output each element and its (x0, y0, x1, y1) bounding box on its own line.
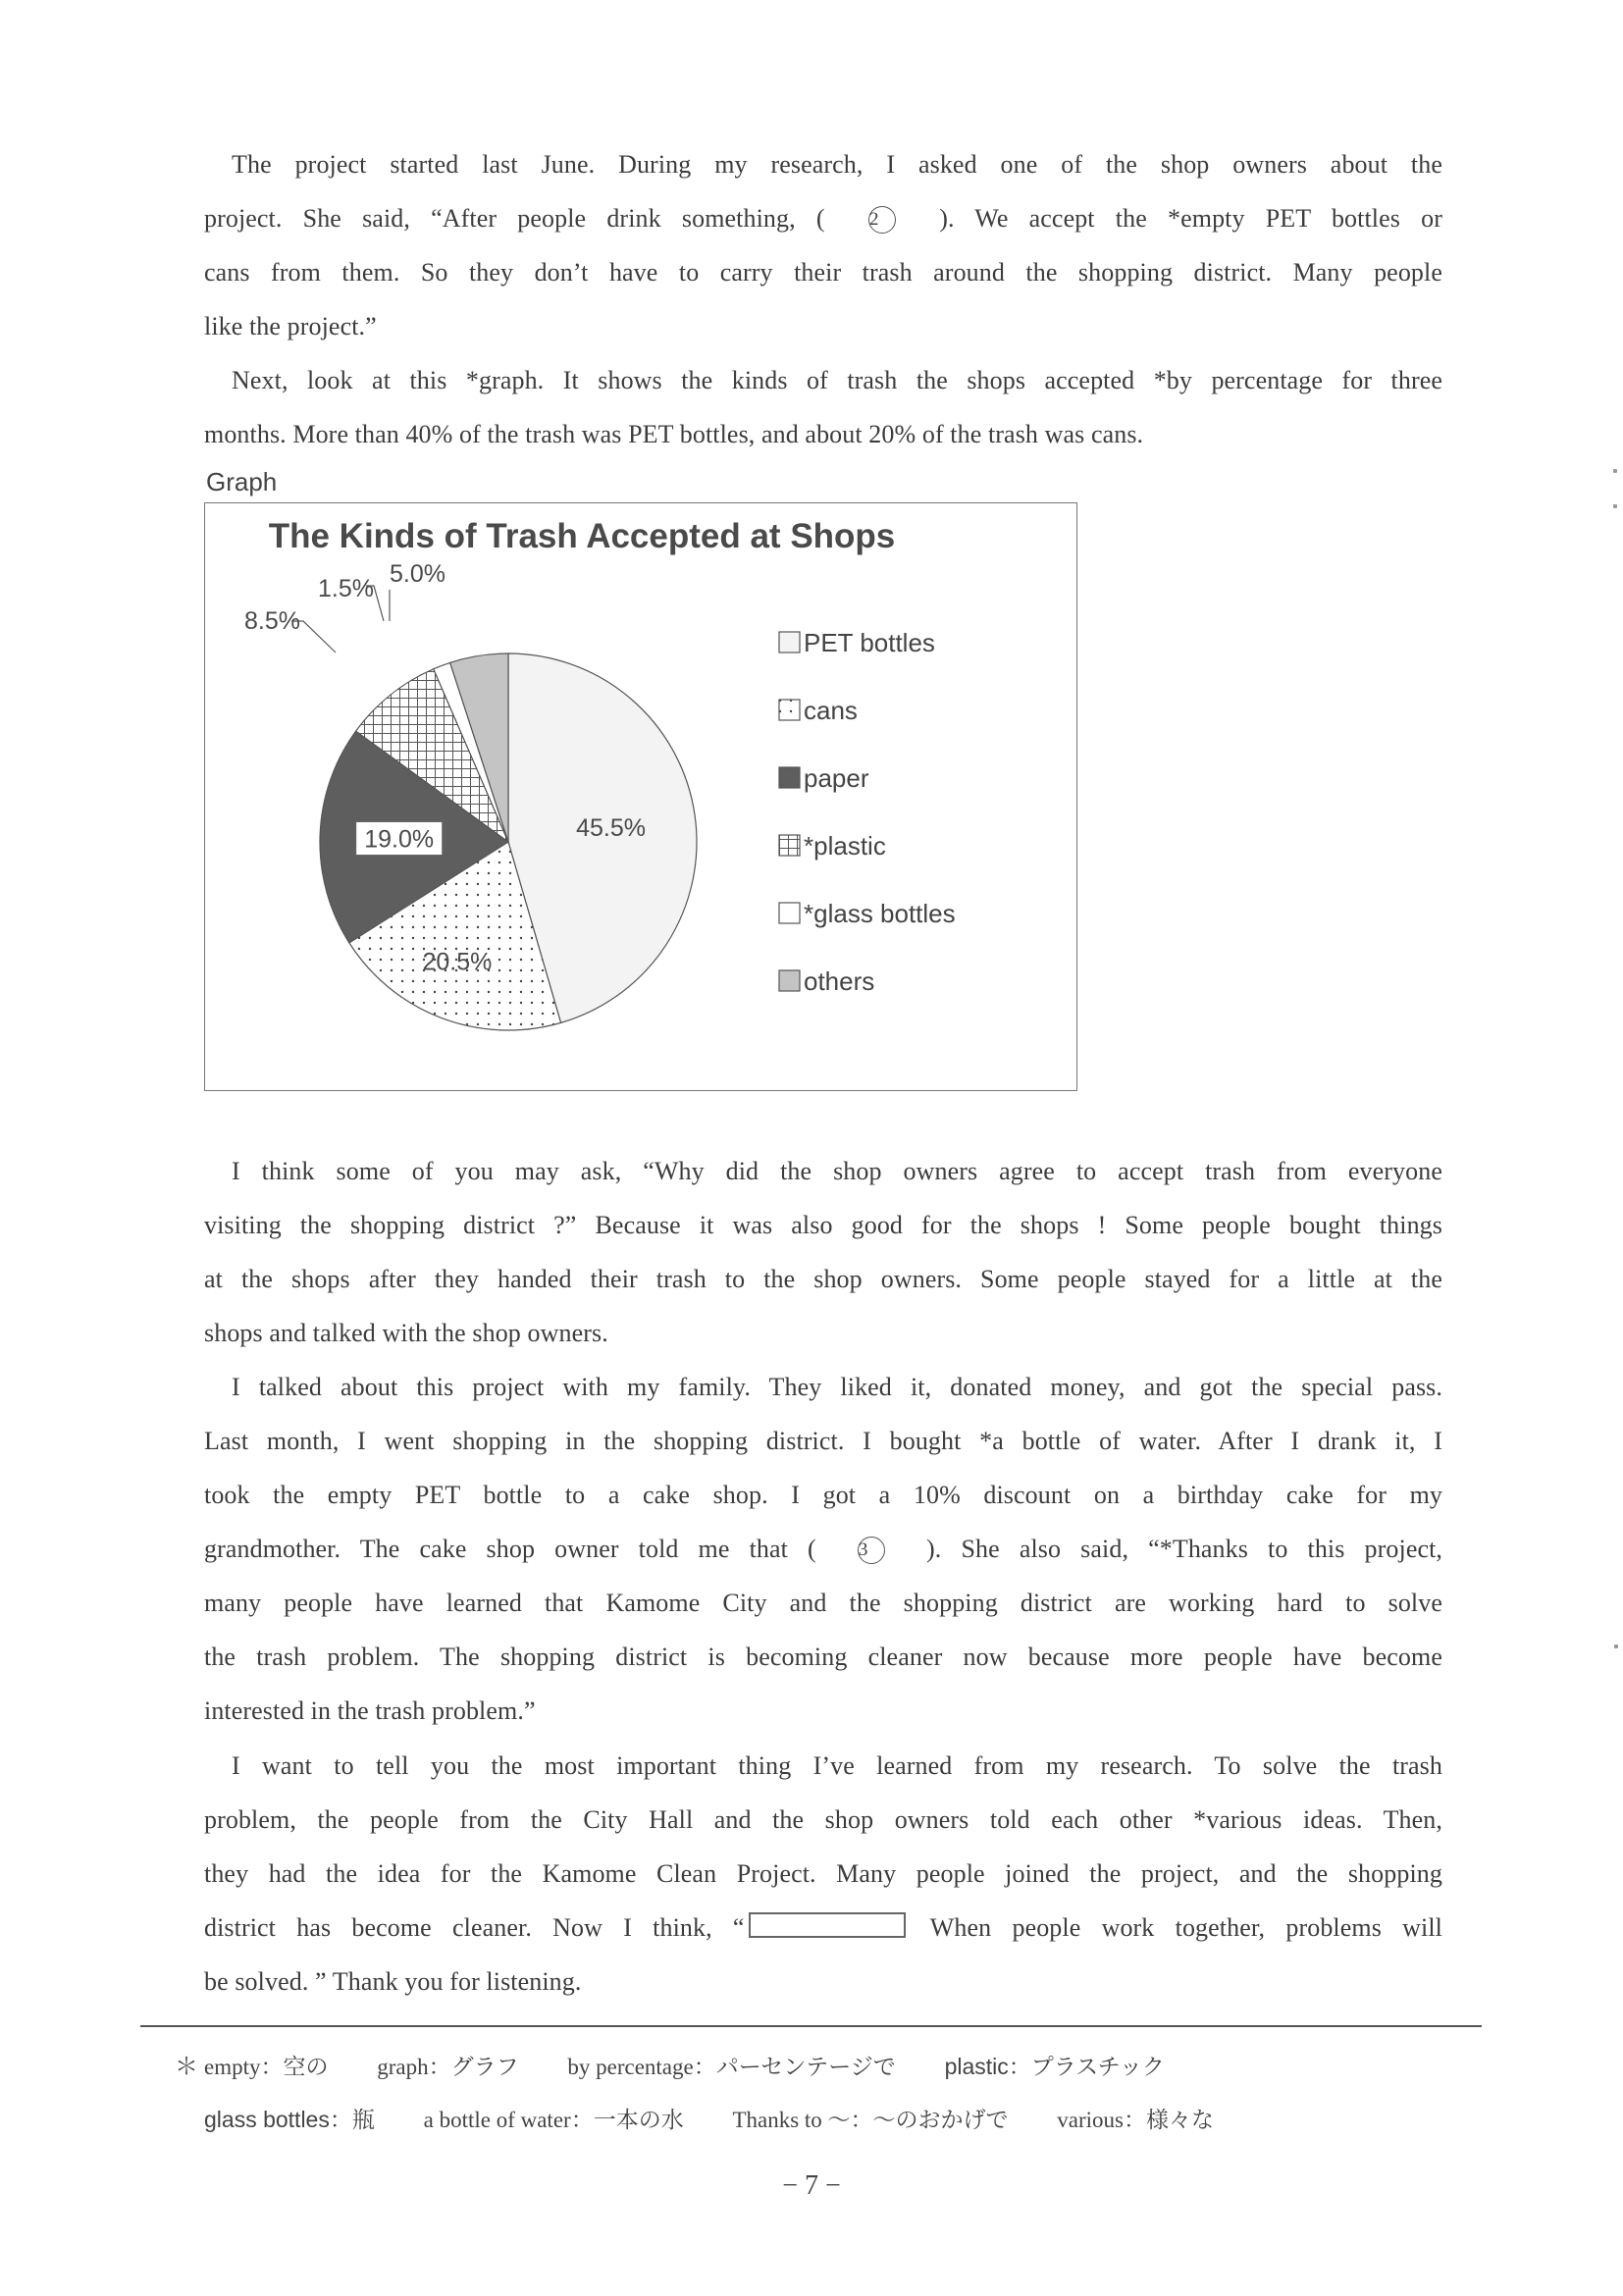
text-line: they had the idea for the Kamome Clean Project. Many people joined the project, and the shopping (204, 1859, 1442, 1888)
legend-label-cans: cans (804, 696, 858, 725)
text-line: I think some of you may ask, “Why did the shop owners agree to accept trash from everyone (232, 1157, 1442, 1185)
text-line: many people have learned that Kamome City and the shopping district are working hard to solve (204, 1589, 1442, 1617)
text-line: ). We accept the *empty PET bottles or (939, 204, 1442, 233)
legend-swatch-pet-bottles (779, 632, 800, 652)
text-line: interested in the trash problem.” (204, 1696, 536, 1725)
legend-item-cans (779, 696, 858, 725)
scan-mark (1613, 504, 1617, 508)
data-label-plastic: 8.5% (244, 607, 300, 635)
text-line: months. More than 40% of the trash was PET bottles, and about 20% of the trash was cans. (204, 420, 1144, 448)
answer-blank-box (749, 1912, 906, 1938)
text-line: shops and talked with the shop owners. (204, 1319, 608, 1347)
paragraph-1 (204, 137, 1442, 353)
page-number: − 7 − (782, 2170, 841, 2201)
footnote-empty: empty：空の (204, 2055, 329, 2079)
legend-swatch-plastic (779, 835, 800, 856)
paragraph-5 (204, 1739, 1442, 2009)
footnote-thanks-to: Thanks to 〜：〜のおかげで (732, 2108, 1009, 2132)
data-label-others: 5.0% (390, 560, 445, 588)
text-line: Last month, I went shopping in the shopping district. I bought *a bottle of water. After I drank it, I (204, 1427, 1442, 1455)
data-label-pet-bottles: 45.5% (576, 814, 646, 843)
legend-item-plastic (779, 831, 886, 861)
text-line: took the empty PET bottle to a cake shop. I got a 10% discount on a birthday cake for my (204, 1481, 1442, 1509)
legend-label-plastic: *plastic (804, 831, 886, 861)
footnote-marker: ＊ (175, 2053, 198, 2080)
chart-title: The Kinds of Trash Accepted at Shops (268, 517, 896, 555)
legend-label-glass-bottles: *glass bottles (804, 899, 956, 928)
text-line: like the project.” (204, 312, 377, 340)
footnote-various: various：様々な (1057, 2108, 1215, 2132)
footnote-bottle-of-water: a bottle of water：一本の水 (423, 2108, 684, 2132)
text-line: grandmother. The cake shop owner told me that ( (204, 1535, 816, 1563)
blank-number-3: 3 (858, 1537, 885, 1564)
text-line: visiting the shopping district ?” Because it was also good for the shops ! Some people bought things (204, 1211, 1442, 1239)
footnote-row-1 (204, 2049, 1208, 2081)
data-label-cans: 20.5% (422, 948, 493, 976)
paragraph-4 (204, 1360, 1442, 1738)
text-line: be solved. ” Thank you for listening. (204, 1967, 582, 1996)
legend-label-paper: paper (804, 763, 869, 793)
paragraph-2 (204, 353, 1442, 461)
legend-swatch-others (779, 970, 800, 991)
data-label-glass-bottles: 1.5% (318, 575, 374, 602)
text-line: When people work together, problems will (929, 1913, 1442, 1942)
text-line: I talked about this project with my family. They liked it, donated money, and got the special pass. (232, 1373, 1442, 1401)
legend-swatch-paper (779, 767, 800, 788)
footnote-graph: graph：グラフ (377, 2055, 519, 2079)
footnote-divider (140, 2025, 1482, 2027)
text-line: I want to tell you the most important thing I’ve learned from my research. To solve the trash (232, 1751, 1442, 1780)
text-line: The project started last June. During my research, I asked one of the shop owners about the (232, 150, 1442, 179)
pie-chart (205, 503, 1075, 1089)
text-line: at the shops after they handed their trash to the shop owners. Some people stayed for a little at the (204, 1265, 1442, 1293)
scan-mark (1614, 1644, 1618, 1648)
text-line: cans from them. So they don’t have to carry their trash around the shopping district. Many people (204, 258, 1442, 287)
legend-label-pet-bottles: PET bottles (804, 628, 935, 657)
legend-item-pet-bottles (779, 628, 935, 657)
text-line: ). She also said, “*Thanks to this project, (926, 1535, 1443, 1563)
footnote-plastic: plastic：プラスチック (944, 2054, 1165, 2079)
data-label-paper: 19.0% (364, 825, 435, 854)
legend-label-others: others (804, 966, 875, 996)
blank-number-2: 2 (868, 206, 896, 234)
text-line: problem, the people from the City Hall and the shop owners told each other *various ideas. Then, (204, 1805, 1442, 1834)
footnote-by-percentage: by percentage：パーセンテージで (567, 2055, 896, 2079)
text-line: project. She said, “After people drink something, ( (204, 204, 825, 233)
text-line: Next, look at this *graph. It shows the kinds of trash the shops accepted *by percentage for three (232, 366, 1442, 394)
text-line: the trash problem. The shopping district is becoming cleaner now because more people have become (204, 1643, 1442, 1671)
text-line: district has become cleaner. Now I think, “ (204, 1913, 745, 1942)
paragraph-3 (204, 1144, 1442, 1360)
legend-item-paper (779, 763, 869, 793)
scan-mark (1613, 469, 1617, 473)
legend-item-glass-bottles (779, 899, 956, 928)
footnote-glass-bottles: glass bottles：瓶 (204, 2107, 375, 2132)
graph-label: Graph (206, 467, 278, 496)
legend-swatch-cans (779, 700, 800, 720)
footnote-row-2 (204, 2102, 1257, 2134)
pie-chart-frame (204, 502, 1077, 1091)
legend-swatch-glass-bottles (779, 903, 800, 923)
legend-item-others (779, 966, 874, 996)
